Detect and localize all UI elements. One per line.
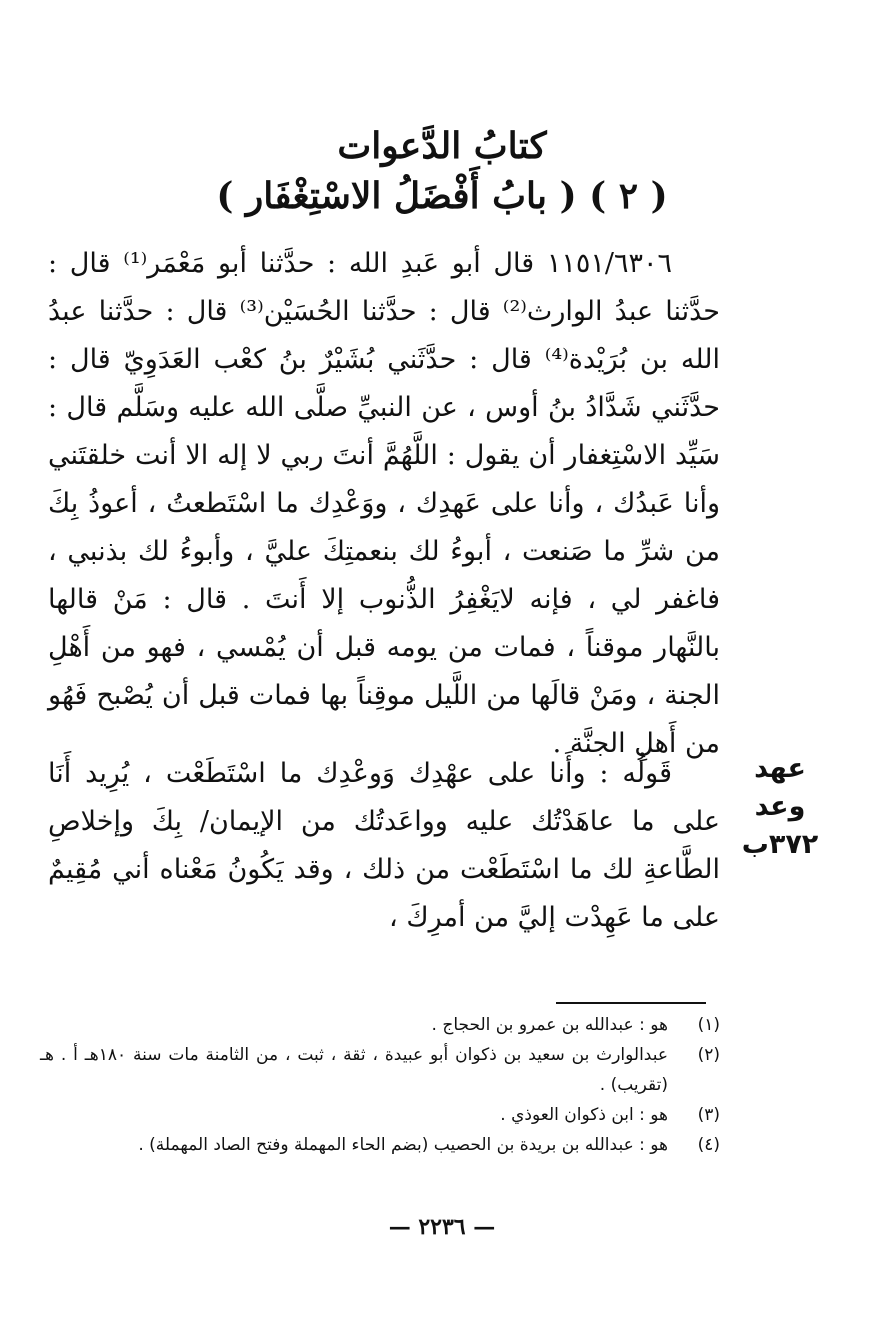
margin-note xyxy=(738,750,822,864)
chapter-title: ( ٢ ) ( بابُ أَفْضَلُ الاسْتِغْفَار ) xyxy=(216,175,668,217)
margin-note-line: عهد xyxy=(754,753,806,784)
footnote-text: هو : عبدالله بن بريدة بن الحصيب (بضم الحاء المهملة وفتح الصاد المهملة) . xyxy=(138,1135,668,1155)
footnote-text: هو : عبدالله بن عمرو بن الحجاج . xyxy=(431,1015,668,1035)
commentary-text: قَولُه : وأَنا على عهْدِك وَوعْدِك ما اسْتَطَعْت ، يُرِيد أَنَا على ما عاهَدْتُك عليه وواعَدتُك من الإيمان/ بِكَ وإخلاصِ الطَّاعةِ لك ما اسْتَطَعْت من ذلك ، وقد يَكُونُ مَعْناه أني مُقِيمٌ على ما عَهِدْت إليَّ من أمرِكَ ، xyxy=(48,758,720,933)
footnotes xyxy=(40,1010,720,1160)
margin-note-line: ٣٧٢ب xyxy=(741,829,819,860)
footnote-number: (١) xyxy=(697,1015,720,1035)
footnote-number: (٢) xyxy=(697,1045,720,1065)
footnote-number: (٤) xyxy=(697,1135,720,1155)
commentary-paragraph xyxy=(48,750,720,942)
margin-note-line: وعد xyxy=(754,791,806,822)
hadith-text: ١١٥١/٦٣٠٦ قال أبو عَبدِ الله : حدَّثنا أبو مَعْمَر⁽¹⁾ قال : حدَّثنا عبدُ الوارث⁽²⁾ قال : حدَّثنا الحُسَيْن⁽³⁾ قال : حدَّثنا عبدُ الله بن بُرَيْدة⁽⁴⁾ قال : حدَّثَني بُشَيْرٌ بنُ كعْب العَدَوِيّ قال : حدَّثَني شَدَّادُ بنُ أوس ، عن النبيِّ صلَّى الله عليه وسَلَّم قال : سَيِّد الاسْتِغفار أن يقول : اللَّهُمَّ أنتَ ربي لا إله الا أنت خلقتَني وأنا عَبدُك ، وأنا على عَهدِك ، ووَعْدِك ما اسْتَطعتُ ، أعوذُ بِكَ من شرِّ ما صَنعت ، أبوءُ لك بنعمتِكَ عليَّ ، وأبوءُ لك بذنبي ، فاغفر لي ، فإنه لايَغْفِرُ الذُّنوب إلا أَنتَ . قال : مَنْ قالها بالنَّهار موقناً ، فمات من يومه قبل أن يُمْسي ، فهو من أَهْلِ الجنة ، ومَنْ قالَها من اللَّيل موقِناً بها فمات قبل أن يُصْبح فَهُو من أَهلِ الجنَّة . xyxy=(48,248,720,759)
hadith-paragraph xyxy=(48,240,720,768)
footnote-text: هو : ابن ذكوان العوذي . xyxy=(500,1105,668,1125)
footnote xyxy=(40,1010,720,1040)
book-title: كتابُ الدَّعوات xyxy=(337,125,547,167)
footnote xyxy=(40,1040,720,1100)
footnote-number: (٣) xyxy=(697,1105,720,1125)
footnote xyxy=(40,1100,720,1130)
footnote-separator xyxy=(556,1002,706,1004)
footnote-text: عبدالوارث بن سعيد بن ذكوان أبو عبيدة ، ثقة ، ثبت ، من الثامنة مات سنة ١٨٠هـ أ . هـ (تقريب) . xyxy=(40,1045,669,1095)
footnote xyxy=(40,1130,720,1160)
page-number: — ٢٢٣٦ — xyxy=(388,1214,496,1240)
